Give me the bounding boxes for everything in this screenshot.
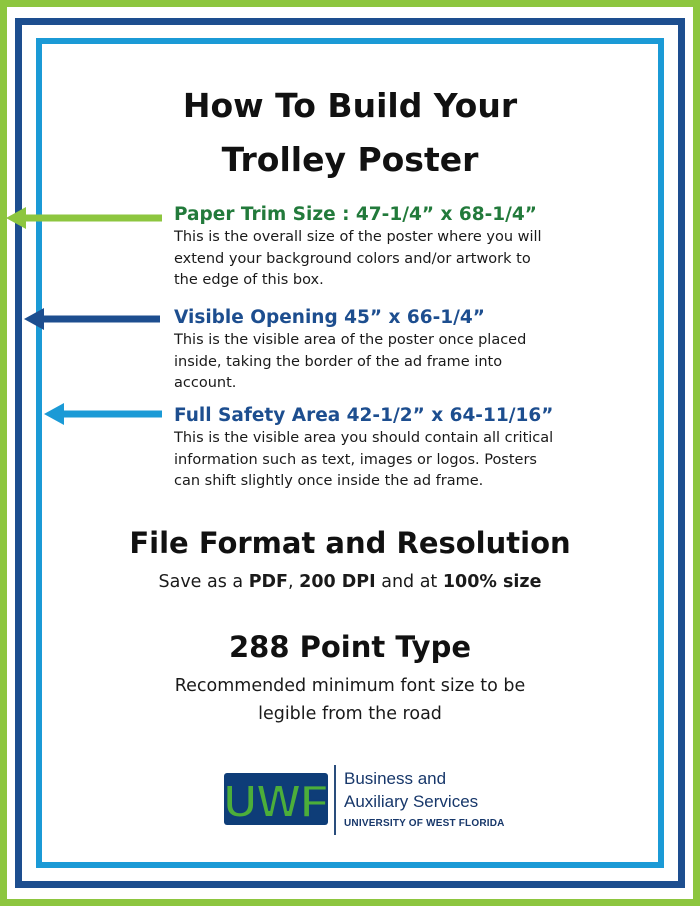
logo-text-line1: Business and (344, 769, 447, 788)
page-title-line1: How To Build Your (182, 86, 518, 125)
body-line: inside, taking the border of the ad frame into (174, 353, 503, 370)
navy-arrow-icon (22, 307, 162, 331)
text-part-bold: PDF (248, 572, 289, 592)
light-blue-arrow-icon (42, 402, 164, 426)
logo-divider (334, 765, 336, 835)
text-part-bold: 200 DPI (299, 572, 376, 592)
body-line: This is the visible area you should contain all critical (174, 430, 554, 446)
body-line: account. (174, 375, 237, 391)
paper-trim-section (174, 203, 594, 292)
section-heading: Full Safety Area 42-1/2” x 64-11/16” (174, 405, 554, 426)
green-arrow-icon (4, 206, 164, 230)
body-line: This is the overall size of the poster where you will (174, 229, 542, 245)
point-type-line2: legible from the road (258, 704, 442, 724)
section-body (174, 330, 594, 395)
uwf-logo-mark-icon (222, 765, 330, 835)
text-part-bold: 100% size (442, 572, 542, 592)
point-type-line1: Recommended minimum font size to be (174, 676, 526, 696)
text-part: and at (375, 572, 443, 592)
body-line: This is the visible area of the poster once placed (174, 332, 527, 348)
body-line: can shift slightly once inside the ad frame. (174, 473, 484, 489)
section-body (174, 428, 594, 493)
logo-text-line2: Auxiliary Services (344, 792, 479, 811)
body-line: extend your background colors and/or artwork to (174, 250, 531, 267)
text-part: Save as a (158, 572, 249, 592)
logo-text-line3: UNIVERSITY OF WEST FLORIDA (344, 818, 505, 829)
uwf-logo (222, 763, 505, 838)
body-line: information such as text, images or logos. Posters (174, 451, 537, 468)
visible-opening-section (174, 306, 594, 395)
section-body (174, 227, 594, 292)
point-type-heading: 288 Point Type (228, 630, 472, 664)
page-title-line2: Trolley Poster (221, 140, 479, 179)
file-format-heading: File Format and Resolution (129, 526, 571, 560)
file-format-text (0, 568, 700, 596)
logo-mark-text: UWF (223, 775, 329, 827)
text-part: , (288, 572, 300, 592)
body-line: the edge of this box. (174, 272, 324, 288)
safety-area-section (174, 404, 594, 493)
section-heading: Paper Trim Size : 47-1/4” x 68-1/4” (174, 204, 537, 225)
section-heading: Visible Opening 45” x 66-1/4” (174, 307, 485, 328)
